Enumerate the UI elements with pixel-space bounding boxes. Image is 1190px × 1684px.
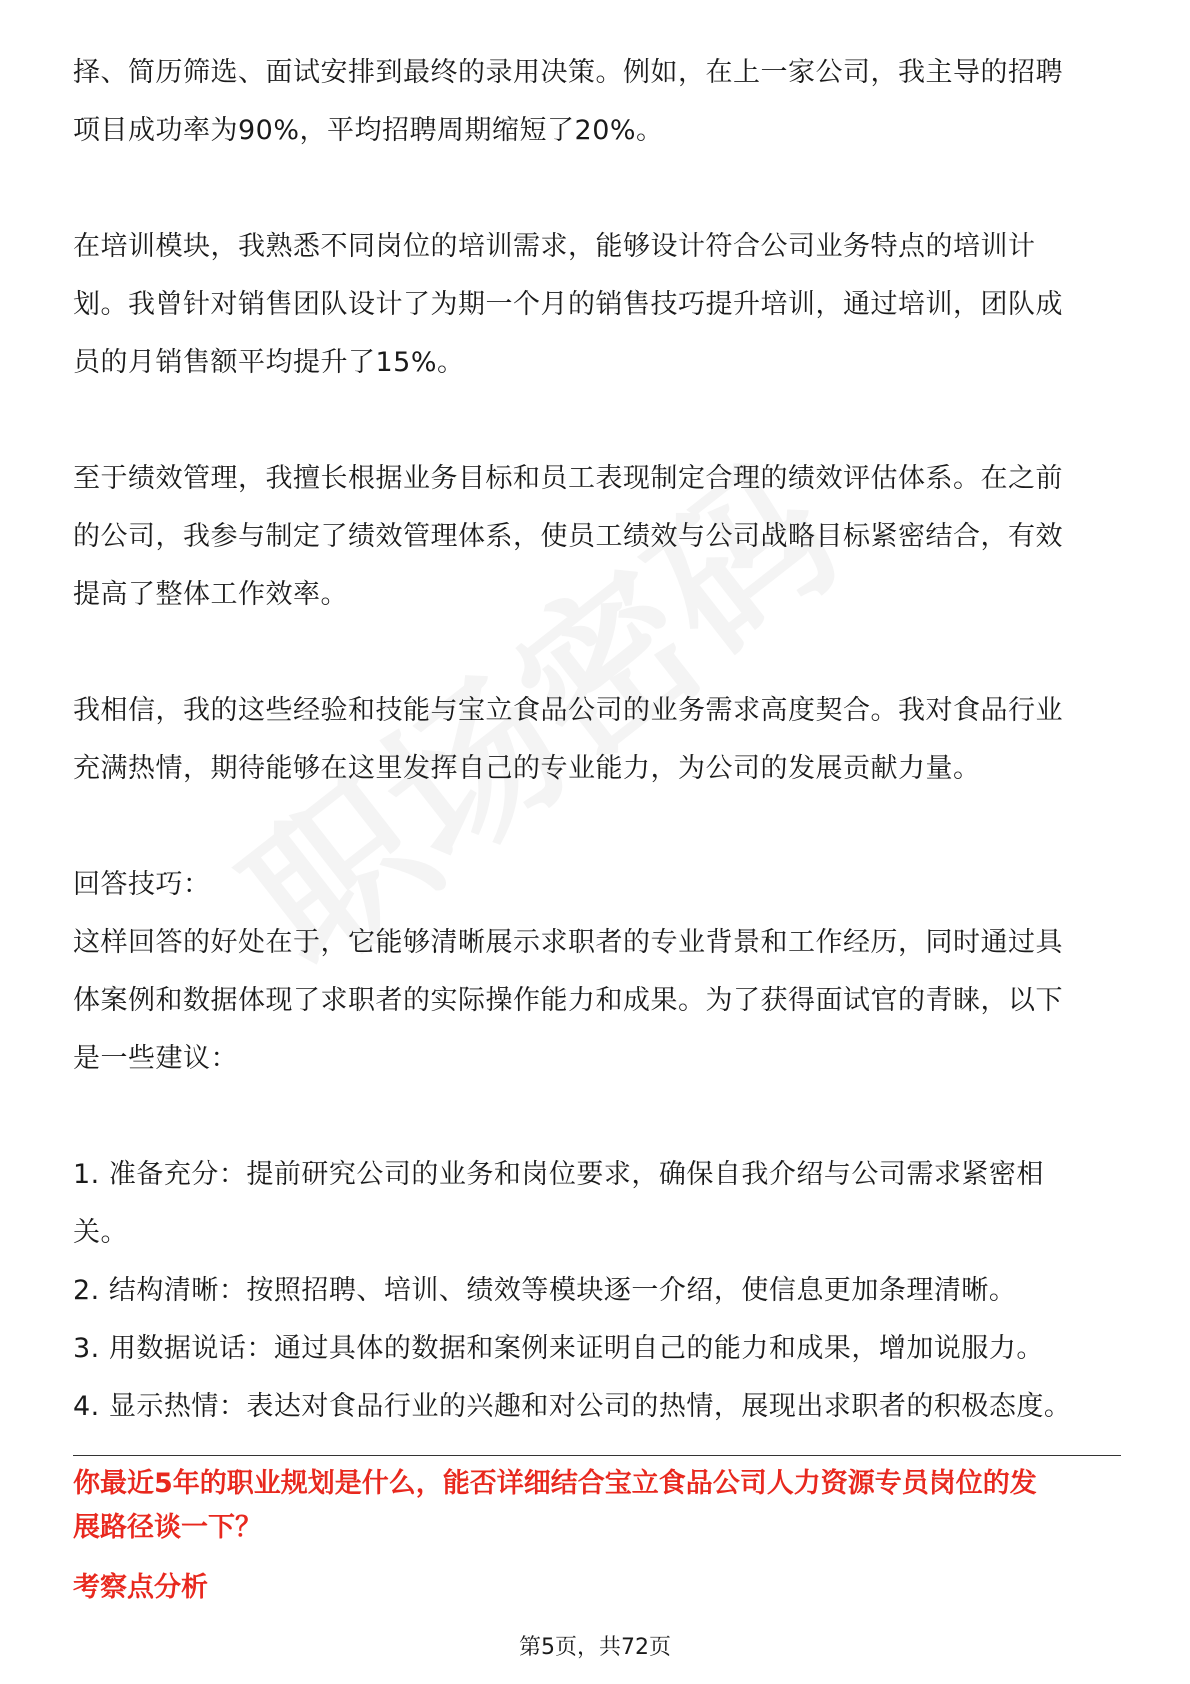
intro-line: 择、简历筛选、面试安排到最终的录用决策。例如，在上一家公司，我主导的招聘	[73, 57, 1063, 88]
closing-line: 我相信，我的这些经验和技能与宝立食品公司的业务需求高度契合。我对食品行业	[73, 695, 1063, 726]
closing-line: 充满热情，期待能够在这里发挥自己的专业能力，为公司的发展贡献力量。	[73, 753, 981, 784]
tips-line: 体案例和数据体现了求职者的实际操作能力和成果。为了获得面试官的青睐，以下	[73, 985, 1063, 1016]
advice-item: 4. 显示热情：表达对食品行业的兴趣和对公司的热情，展现出求职者的积极态度。	[73, 1391, 1072, 1422]
analysis-subheading: 考察点分析	[73, 1572, 208, 1603]
tips-heading: 回答技巧：	[73, 869, 211, 900]
next-question	[73, 1462, 1121, 1550]
advice-item: 2. 结构清晰：按照招聘、培训、绩效等模块逐一介绍，使信息更加条理清晰。	[73, 1275, 1017, 1306]
section-divider	[73, 1455, 1121, 1456]
question-line: 展路径谈一下？	[73, 1512, 262, 1543]
tips-line: 这样回答的好处在于，它能够清晰展示求职者的专业背景和工作经历，同时通过具	[73, 927, 1063, 958]
question-line: 你最近5年的职业规划是什么，能否详细结合宝立食品公司人力资源专员岗位的发	[73, 1468, 1037, 1499]
page-indicator: 第5页，共72页	[519, 1635, 671, 1660]
training-line: 划。我曾针对销售团队设计了为期一个月的销售技巧提升培训，通过培训，团队成	[73, 289, 1063, 320]
performance-line: 至于绩效管理，我擅长根据业务目标和员工表现制定合理的绩效评估体系。在之前	[73, 463, 1063, 494]
performance-line: 的公司，我参与制定了绩效管理体系，使员工绩效与公司战略目标紧密结合，有效	[73, 521, 1063, 552]
document-body	[73, 44, 1121, 1436]
intro-line: 项目成功率为90%，平均招聘周期缩短了20%。	[73, 115, 664, 146]
advice-item-continued: 关。	[73, 1217, 128, 1248]
tips-line: 是一些建议：	[73, 1043, 238, 1074]
training-line: 在培训模块，我熟悉不同岗位的培训需求，能够设计符合公司业务特点的培训计	[73, 231, 1036, 262]
advice-item: 1. 准备充分：提前研究公司的业务和岗位要求，确保自我介绍与公司需求紧密相	[73, 1159, 1044, 1190]
training-line: 员的月销售额平均提升了15%。	[73, 347, 465, 378]
performance-line: 提高了整体工作效率。	[73, 579, 348, 610]
advice-item: 3. 用数据说话：通过具体的数据和案例来证明自己的能力和成果，增加说服力。	[73, 1333, 1044, 1364]
